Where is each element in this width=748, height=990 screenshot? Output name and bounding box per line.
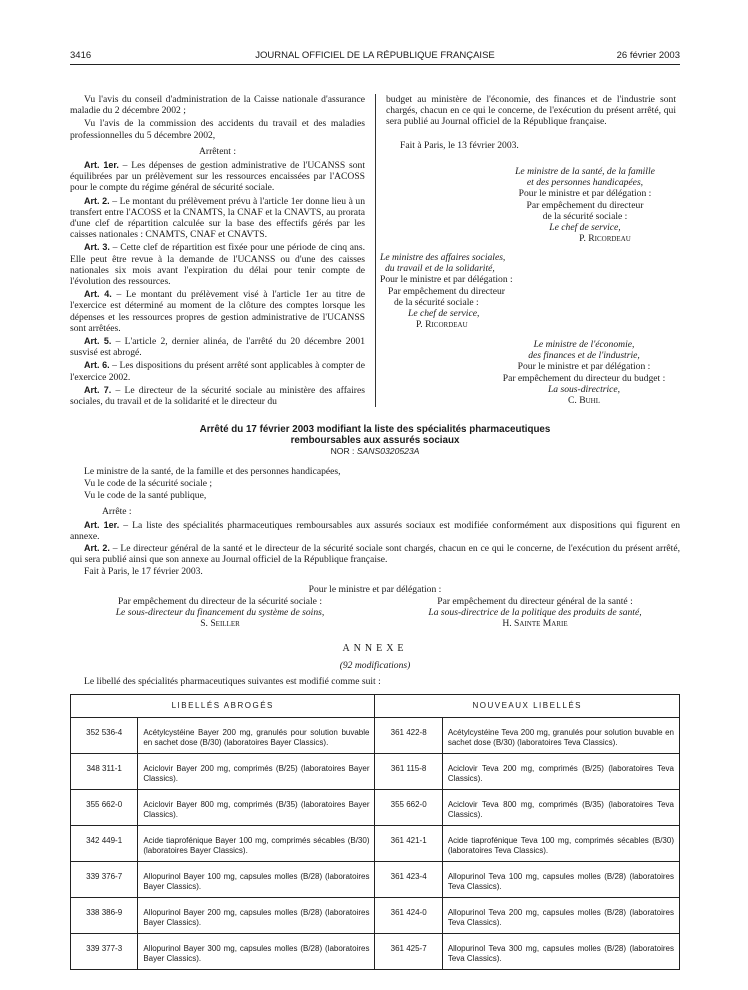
journal-title: JOURNAL OFFICIEL DE LA RÉPUBLIQUE FRANÇAISE bbox=[255, 50, 495, 61]
article-text: – Le directeur général de la santé et le directeur de la sécurité sociale sont chargés, chacun en ce qui le concerne, de l'exécution du présent arrêté, qui sera publié ainsi que son annexe au Journal officiel de la République française. bbox=[70, 543, 681, 565]
vu-paragraph: Vu l'avis du conseil d'administration de la Caisse nationale d'assurance maladie du 2 décembre 2002 ; bbox=[70, 94, 365, 117]
arrete-title-line: Arrêté du 17 février 2003 modifiant la liste des spécialités pharmaceutiques bbox=[199, 424, 551, 435]
article-paragraph bbox=[70, 289, 365, 334]
signature-line: Par empêchement du directeur de la sécurité sociale : bbox=[117, 596, 323, 607]
table-row bbox=[71, 934, 680, 970]
article-text: – Le montant du prélèvement prévu à l'article 1er donne lieu à un transfert entre l'ACOSS et la CNAMTS, la CNAF et la CNAVTS, au prorata d'une clef de répartition calculée sur la base des effectifs gérés par les caisses nationales : CNAMTS, CNAF et CNAVTS. bbox=[70, 195, 366, 241]
new-label: Allopurinol Teva 100 mg, capsules molles (B/28) (laboratoires Teva Classics). bbox=[442, 862, 679, 898]
page-header bbox=[70, 50, 680, 64]
left-column bbox=[70, 94, 365, 409]
article-text: – Les dispositions du présent arrêté sont applicables à compter de l'exercice 2002. bbox=[70, 360, 365, 383]
table-header-row bbox=[71, 695, 680, 718]
signature-block-economie bbox=[484, 339, 684, 406]
column-divider bbox=[375, 94, 376, 407]
signature-line: Le chef de service, bbox=[408, 308, 480, 320]
signature-line: Le ministre de la santé, de la famille bbox=[515, 166, 655, 177]
signature-line: Le ministre de l'économie, bbox=[533, 339, 635, 350]
article-paragraph bbox=[70, 520, 680, 542]
signature-line: Par empêchement du directeur du budget : bbox=[502, 372, 666, 384]
old-code: 355 662-0 bbox=[71, 790, 138, 826]
signature-line: des finances et de l'industrie, bbox=[528, 350, 640, 362]
article-text: – Le montant du prélèvement visé à l'article 1er au titre de l'exercice est déterminé au moment de la clôture des comptes lorsque les dépenses et les ressources propres de gestion administrative de l'UCANSS sont arrêtées. bbox=[70, 289, 365, 334]
signature-line: Par empêchement du directeur bbox=[388, 285, 505, 297]
issue-date: 26 février 2003 bbox=[616, 50, 680, 61]
signature-line: de la sécurité sociale : bbox=[394, 296, 479, 308]
article-text: – Le directeur de la sécurité sociale au ministère des affaires sociales, du travail et de la solidarité et le directeur du bbox=[70, 384, 365, 408]
signature-line: de la sécurité sociale : bbox=[542, 210, 628, 222]
article-label: Art. 2. bbox=[84, 195, 110, 206]
new-label: Aciclovir Teva 200 mg, comprimés (B/25) (laboratoires Teva Classics). bbox=[442, 754, 679, 790]
signature-line: Pour le ministre et par délégation : bbox=[518, 188, 652, 200]
article-text: – La liste des spécialités pharmaceutiques remboursables aux assurés sociaux est modifiée conformément aux dispositions qui figurent en annexe. bbox=[70, 520, 680, 542]
article-label: Art. 1er. bbox=[84, 160, 119, 171]
article-paragraph bbox=[70, 160, 365, 194]
article-paragraph bbox=[70, 196, 365, 241]
old-code: 339 376-7 bbox=[71, 862, 138, 898]
arrete-title-line: remboursables aux assurés sociaux bbox=[290, 435, 460, 446]
article-label: Art. 3. bbox=[84, 242, 110, 253]
signature-line: et des personnes handicapées, bbox=[526, 177, 644, 189]
new-label: Aciclovir Teva 800 mg, comprimés (B/35) (laboratoires Teva Classics). bbox=[442, 790, 679, 826]
new-code: 361 425-7 bbox=[375, 934, 442, 970]
signatory-name: C. Buhl bbox=[568, 395, 600, 407]
intro-line: Le ministre de la santé, de la famille et des personnes handicapées, bbox=[84, 466, 341, 477]
new-code: 361 423-4 bbox=[375, 862, 442, 898]
signature-line: Pour le ministre et par délégation : bbox=[380, 274, 513, 286]
new-label: Allopurinol Teva 200 mg, capsules molles (B/28) (laboratoires Teva Classics). bbox=[442, 898, 679, 934]
old-label: Aciclovir Bayer 800 mg, comprimés (B/35) (laboratoires Bayer Classics). bbox=[138, 790, 375, 826]
signatory-name: P. Ricordeau bbox=[579, 233, 631, 245]
article-paragraph bbox=[70, 242, 365, 287]
table-row bbox=[71, 898, 680, 934]
article-label: Art. 1er. bbox=[84, 520, 120, 530]
table-row bbox=[71, 862, 680, 898]
old-label: Allopurinol Bayer 200 mg, capsules molles (B/28) (laboratoires Bayer Classics). bbox=[138, 898, 375, 934]
new-label: Allopurinol Teva 300 mg, capsules molles (B/28) (laboratoires Teva Classics). bbox=[442, 934, 679, 970]
old-code: 348 311-1 bbox=[71, 754, 138, 790]
article-paragraph bbox=[70, 336, 365, 358]
old-code: 352 536-4 bbox=[71, 718, 138, 754]
article-paragraph bbox=[70, 385, 365, 407]
article-label: Art. 7. bbox=[84, 384, 112, 395]
table-row bbox=[71, 826, 680, 862]
fait-line: Fait à Paris, le 13 février 2003. bbox=[400, 139, 519, 151]
signatory-name: P. Ricordeau bbox=[416, 319, 468, 331]
old-label: Acétylcystéine Bayer 200 mg, granulés pour solution buvable en sachet dose (B/30) (laboratoires Bayer Classics). bbox=[138, 718, 375, 754]
table-row bbox=[71, 790, 680, 826]
annexe-intro: Le libellé des spécialités pharmaceutiques suivantes est modifié comme suit : bbox=[84, 676, 381, 687]
article-label: Art. 2. bbox=[84, 543, 110, 553]
header-abroges: LIBELLÉS ABROGÉS bbox=[71, 695, 375, 718]
arrete-body bbox=[70, 466, 680, 578]
article-paragraph bbox=[70, 543, 680, 565]
signature-line: du travail et de la solidarité, bbox=[385, 263, 495, 275]
new-code: 361 422-8 bbox=[375, 718, 442, 754]
header-nouveaux: NOUVEAUX LIBELLÉS bbox=[375, 695, 680, 718]
table-row bbox=[71, 718, 680, 754]
article-label: Art. 6. bbox=[84, 360, 110, 371]
old-code: 338 386-9 bbox=[71, 898, 138, 934]
delegation-line: Pour le ministre et par délégation : bbox=[308, 584, 442, 595]
annexe-table bbox=[70, 694, 680, 970]
fait-line: Fait à Paris, le 17 février 2003. bbox=[84, 566, 203, 577]
annexe-title: ANNEXE bbox=[342, 643, 408, 654]
table-row bbox=[71, 754, 680, 790]
continuation-paragraph: budget au ministère de l'économie, des finances et de l'industrie sont chargés, chacun en ce qui le concerne, de l'exécution du présent arrêté, qui sera publié au Journal officiel de la République française. bbox=[386, 94, 676, 128]
old-code: 339 377-3 bbox=[71, 934, 138, 970]
nor-reference bbox=[70, 446, 680, 456]
annexe-subtitle: (92 modifications) bbox=[339, 660, 411, 671]
new-code: 361 115-8 bbox=[375, 754, 442, 790]
vu-paragraph: Vu l'avis de la commission des accidents du travail et des maladies professionnelles du 5 décembre 2002, bbox=[70, 118, 365, 141]
old-label: Acide tiaprofénique Bayer 100 mg, comprimés sécables (B/30) (laboratoires Bayer Classics). bbox=[138, 826, 375, 862]
intro-line: Vu le code de la santé publique, bbox=[84, 490, 207, 501]
nor-label: NOR : bbox=[330, 446, 357, 456]
signature-block-securite-sociale bbox=[70, 596, 370, 629]
new-code: 361 424-0 bbox=[375, 898, 442, 934]
signature-block-sante bbox=[490, 166, 680, 244]
arretent-line: Arrêtent : bbox=[198, 145, 237, 157]
signature-line: Le chef de service, bbox=[549, 222, 621, 234]
signature-line: La sous-directrice, bbox=[547, 383, 621, 395]
arrete-title bbox=[70, 424, 680, 446]
article-label: Art. 4. bbox=[84, 289, 112, 300]
new-label: Acétylcystéine Teva 200 mg, granulés pour solution buvable en sachet dose (B/30) (laboratoires Teva Classics). bbox=[442, 718, 679, 754]
old-code: 342 449-1 bbox=[71, 826, 138, 862]
signature-line: Pour le ministre et par délégation : bbox=[517, 361, 651, 373]
signature-line: Le sous-directeur du financement du système de soins, bbox=[115, 607, 325, 618]
article-text: – L'article 2, dernier alinéa, de l'arrêté du 20 décembre 2001 susvisé est abrogé. bbox=[70, 336, 365, 359]
signature-line: Le ministre des affaires sociales, bbox=[380, 252, 506, 263]
signature-block-sante-publique bbox=[390, 596, 680, 629]
new-code: 355 662-0 bbox=[375, 790, 442, 826]
right-column bbox=[386, 94, 676, 153]
arrete-line: Arrête : bbox=[102, 506, 132, 517]
page-number: 3416 bbox=[70, 50, 92, 61]
old-label: Allopurinol Bayer 300 mg, capsules molles (B/28) (laboratoires Bayer Classics). bbox=[138, 934, 375, 970]
signature-block-affaires-sociales bbox=[380, 252, 580, 330]
article-text: – Cette clef de répartition est fixée pour une période de cinq ans. Elle peut être revue à la demande de l'UCANSS ou d'une des caisses nationales six mois avant l'expiration du délai pour tenir compte de l'évolution des ressources. bbox=[70, 242, 365, 288]
signature-line: La sous-directrice de la politique des produits de santé, bbox=[428, 607, 642, 618]
signatory-name: H. Sainte Marie bbox=[502, 618, 568, 629]
intro-line: Vu le code de la sécurité sociale ; bbox=[84, 478, 213, 489]
nor-code: SANS0320523A bbox=[356, 446, 420, 456]
article-text: – Les dépenses de gestion administrative de l'UCANSS sont équilibrées par un prélèvement sur les ressources encaissées par l'ACOSS pour le compte du régime général de sécurité sociale. bbox=[70, 160, 365, 194]
new-label: Acide tiaprofénique Teva 100 mg, comprimés sécables (B/30) (laboratoires Teva Classics). bbox=[442, 826, 679, 862]
signature-line: Par empêchement du directeur général de la santé : bbox=[437, 596, 633, 607]
header-rule bbox=[70, 64, 680, 65]
old-label: Aciclovir Bayer 200 mg, comprimés (B/25) (laboratoires Bayer Classics). bbox=[138, 754, 375, 790]
article-label: Art. 5. bbox=[84, 336, 112, 347]
article-paragraph bbox=[70, 360, 365, 382]
signature-line: Par empêchement du directeur bbox=[526, 199, 644, 211]
new-code: 361 421-1 bbox=[375, 826, 442, 862]
signatory-name: S. Seiller bbox=[200, 618, 240, 629]
old-label: Allopurinol Bayer 100 mg, capsules molles (B/28) (laboratoires Bayer Classics). bbox=[138, 862, 375, 898]
